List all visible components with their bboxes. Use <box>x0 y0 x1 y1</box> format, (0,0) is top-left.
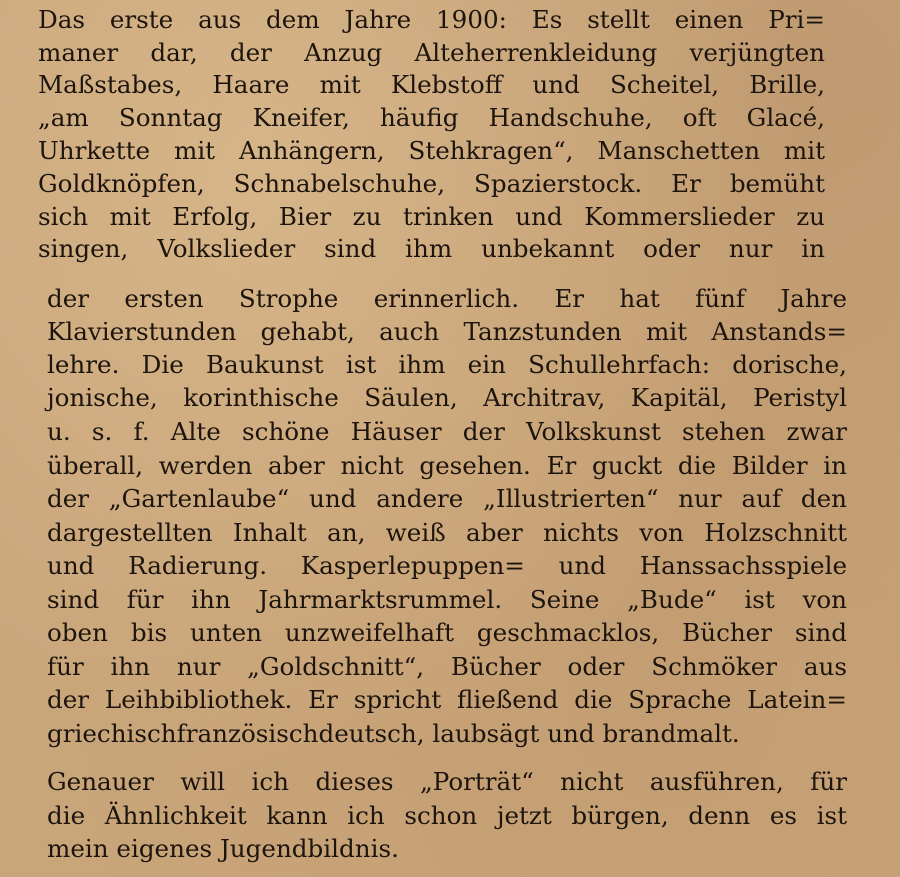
text-line: dargestellten Inhalt an, weiß aber nichts von Holzschnitt <box>47 518 847 547</box>
text-line: maner dar, der Anzug Alteherrenkleidung verjüngten <box>38 38 825 67</box>
text-line: sich mit Erfolg, Bier zu trinken und Kommerslieder zu <box>38 202 825 231</box>
text-line: Klavierstunden gehabt, auch Tanzstunden mit Anstands= <box>47 317 847 346</box>
text-line: für ihn nur „Goldschnitt“, Bücher oder Schmöker aus <box>47 652 847 681</box>
text-line: überall, werden aber nicht gesehen. Er guckt die Bilder in <box>47 451 847 480</box>
text-line: mein eigenes Jugendbildnis. <box>47 834 399 863</box>
text-line: Goldknöpfen, Schnabelschuhe, Spazierstock. Er bemüht <box>38 169 825 198</box>
text-line: der ersten Strophe erinnerlich. Er hat fünf Jahre <box>47 284 847 313</box>
text-line: Uhrkette mit Anhängern, Stehkragen“, Manschetten mit <box>38 136 825 165</box>
text-line: der „Gartenlaube“ und andere „Illustrierten“ nur auf den <box>47 484 847 513</box>
text-line: die Ähnlichkeit kann ich schon jetzt bürgen, denn es ist <box>47 801 847 830</box>
text-line: oben bis unten unzweifelhaft geschmacklos, Bücher sind <box>47 618 847 647</box>
text-line: der Leihbibliothek. Er spricht fließend die Sprache Latein= <box>47 685 847 714</box>
text-line: „am Sonntag Kneifer, häufig Handschuhe, oft Glacé, <box>38 103 825 132</box>
text-line: u. s. f. Alte schöne Häuser der Volkskunst stehen zwar <box>47 417 847 446</box>
text-line: jonische, korinthische Säulen, Architrav, Kapitäl, Peristyl <box>47 383 847 412</box>
text-line: griechischfranzösischdeutsch, laubsägt und brandmalt. <box>47 719 740 748</box>
text-line: lehre. Die Baukunst ist ihm ein Schullehrfach: dorische, <box>47 350 847 379</box>
text-line: Maßstabes, Haare mit Klebstoff und Scheitel, Brille, <box>38 70 825 99</box>
text-line: und Radierung. Kasperlepuppen= und Hanssachsspiele <box>47 551 847 580</box>
text-line: singen, Volkslieder sind ihm unbekannt oder nur in <box>38 234 825 263</box>
text-line: sind für ihn Jahrmarktsrummel. Seine „Bude“ ist von <box>47 585 847 614</box>
text-line: Das erste aus dem Jahre 1900: Es stellt einen Pri= <box>38 5 825 34</box>
text-line: Genauer will ich dieses „Porträt“ nicht ausführen, für <box>47 767 847 796</box>
